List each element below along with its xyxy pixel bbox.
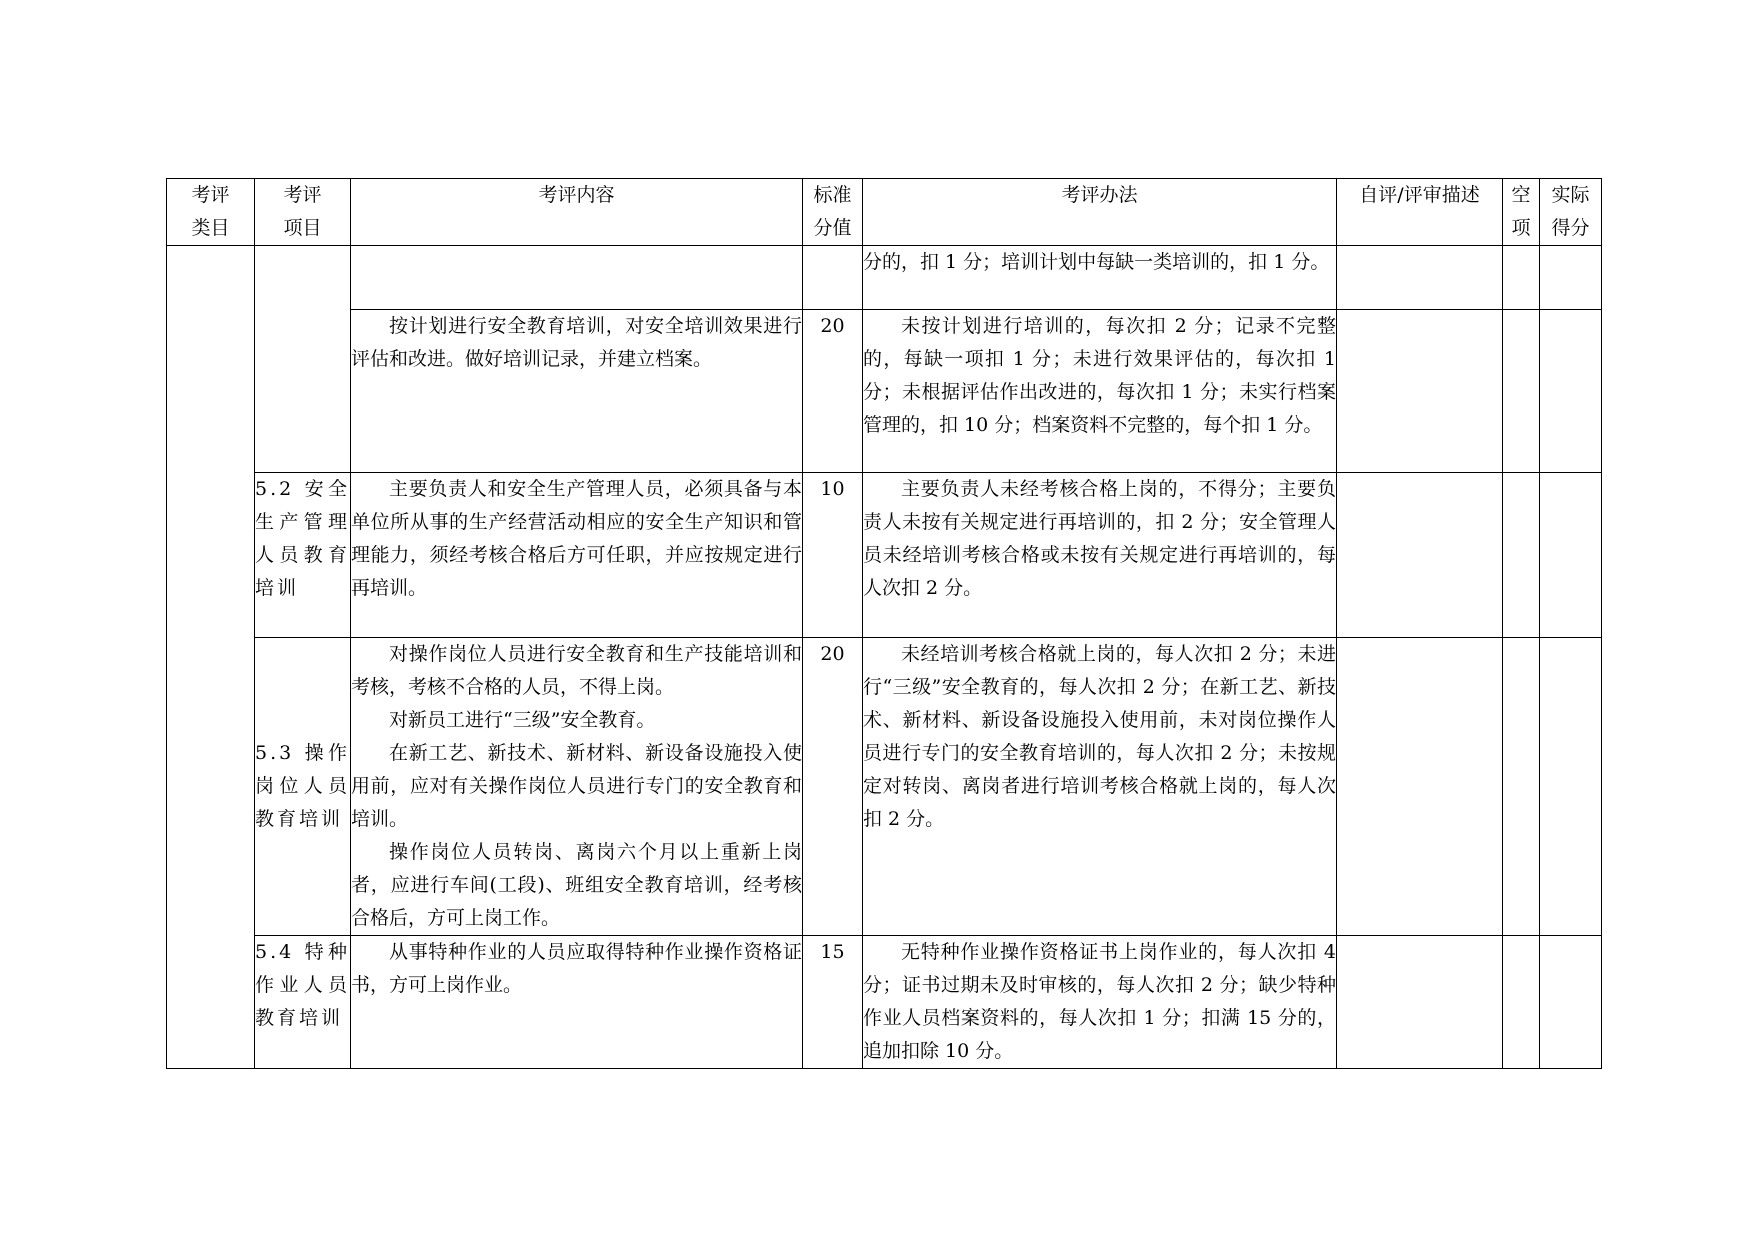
evaluation-table bbox=[166, 178, 1602, 1069]
actual-score-cell bbox=[1540, 936, 1602, 1069]
table-row bbox=[167, 310, 1602, 473]
header-score: 标准 分值 bbox=[803, 179, 863, 246]
empty-cell bbox=[1503, 936, 1540, 1069]
item-cell bbox=[255, 246, 351, 473]
content-cell bbox=[351, 310, 803, 473]
header-self-eval: 自评/评审描述 bbox=[1337, 179, 1503, 246]
score-cell: 10 bbox=[803, 473, 863, 638]
self-eval-cell bbox=[1337, 473, 1503, 638]
empty-cell bbox=[1503, 246, 1540, 310]
score-cell bbox=[803, 246, 863, 310]
header-method: 考评办法 bbox=[863, 179, 1337, 246]
method-cell bbox=[863, 310, 1337, 473]
item-cell: 5.3 操作岗位人员教育培训 bbox=[255, 638, 351, 936]
item-cell: 5.2 安全生产管理人员教育培训 bbox=[255, 473, 351, 638]
actual-score-cell bbox=[1540, 638, 1602, 936]
table-row bbox=[167, 936, 1602, 1069]
self-eval-cell bbox=[1337, 936, 1503, 1069]
content-paragraph: 按计划进行安全教育培训，对安全培训效果进行评估和改进。做好培训记录，并建立档案。 bbox=[351, 315, 802, 370]
item-cell: 5.4 特种作业人员教育培训 bbox=[255, 936, 351, 1069]
content-cell bbox=[351, 473, 803, 638]
table-header-row bbox=[167, 179, 1602, 246]
method-cell bbox=[863, 936, 1337, 1069]
actual-score-cell bbox=[1540, 473, 1602, 638]
self-eval-cell bbox=[1337, 246, 1503, 310]
header-item: 考评 项目 bbox=[255, 179, 351, 246]
table-row bbox=[167, 473, 1602, 638]
self-eval-cell bbox=[1337, 310, 1503, 473]
score-cell: 15 bbox=[803, 936, 863, 1069]
method-paragraph: 分的，扣 1 分；培训计划中每缺一类培训的，扣 1 分。 bbox=[863, 251, 1330, 273]
self-eval-cell bbox=[1337, 638, 1503, 936]
header-category: 考评 类目 bbox=[167, 179, 255, 246]
content-paragraph: 对新员工进行“三级”安全教育。 bbox=[389, 709, 656, 731]
header-content: 考评内容 bbox=[351, 179, 803, 246]
score-cell: 20 bbox=[803, 310, 863, 473]
method-paragraph: 未经培训考核合格就上岗的，每人次扣 2 分；未进行“三级”安全教育的，每人次扣 2 分；在新工艺、新技术、新材料、新设备设施投入使用前，未对岗位操作人员进行专门的安全教育培训的，每人次扣 2 分；未按规定对转岗、离岗者进行培训考核合格就上岗的，每人次扣 2 分。 bbox=[863, 643, 1336, 830]
empty-cell bbox=[1503, 473, 1540, 638]
content-paragraph: 从事特种作业的人员应取得特种作业操作资格证书，方可上岗作业。 bbox=[351, 941, 802, 996]
content-paragraph: 在新工艺、新技术、新材料、新设备设施投入使用前，应对有关操作岗位人员进行专门的安全教育和培训。 bbox=[351, 742, 802, 830]
content-paragraph: 操作岗位人员转岗、离岗六个月以上重新上岗者，应进行车间(工段)、班组安全教育培训，经考核合格后，方可上岗工作。 bbox=[351, 841, 802, 929]
method-cell bbox=[863, 638, 1337, 936]
empty-cell bbox=[1503, 638, 1540, 936]
score-cell: 20 bbox=[803, 638, 863, 936]
actual-score-cell bbox=[1540, 246, 1602, 310]
content-paragraph: 对操作岗位人员进行安全教育和生产技能培训和考核，考核不合格的人员，不得上岗。 bbox=[351, 643, 802, 698]
header-actual: 实际 得分 bbox=[1540, 179, 1602, 246]
table-row bbox=[167, 638, 1602, 936]
category-cell bbox=[167, 246, 255, 1069]
method-paragraph: 无特种作业操作资格证书上岗作业的，每人次扣 4 分；证书过期未及时审核的，每人次扣 2 分；缺少特种作业人员档案资料的，每人次扣 1 分；扣满 15 分的，追加扣除 10 分。 bbox=[863, 941, 1336, 1062]
content-cell bbox=[351, 638, 803, 936]
method-cell bbox=[863, 473, 1337, 638]
actual-score-cell bbox=[1540, 310, 1602, 473]
header-empty: 空 项 bbox=[1503, 179, 1540, 246]
empty-cell bbox=[1503, 310, 1540, 473]
content-paragraph: 主要负责人和安全生产管理人员，必须具备与本单位所从事的生产经营活动相应的安全生产知识和管理能力，须经考核合格后方可任职，并应按规定进行再培训。 bbox=[351, 478, 802, 599]
method-paragraph: 主要负责人未经考核合格上岗的，不得分；主要负责人未按有关规定进行再培训的，扣 2 分；安全管理人员未经培训考核合格或未按有关规定进行再培训的，每人次扣 2 分。 bbox=[863, 478, 1336, 599]
content-cell bbox=[351, 246, 803, 310]
method-cell bbox=[863, 246, 1337, 310]
table-row bbox=[167, 246, 1602, 310]
content-cell bbox=[351, 936, 803, 1069]
method-paragraph: 未按计划进行培训的，每次扣 2 分；记录不完整的，每缺一项扣 1 分；未进行效果评估的，每次扣 1 分；未根据评估作出改进的，每次扣 1 分；未实行档案管理的，扣 10 分；档案资料不完整的，每个扣 1 分。 bbox=[863, 315, 1336, 436]
